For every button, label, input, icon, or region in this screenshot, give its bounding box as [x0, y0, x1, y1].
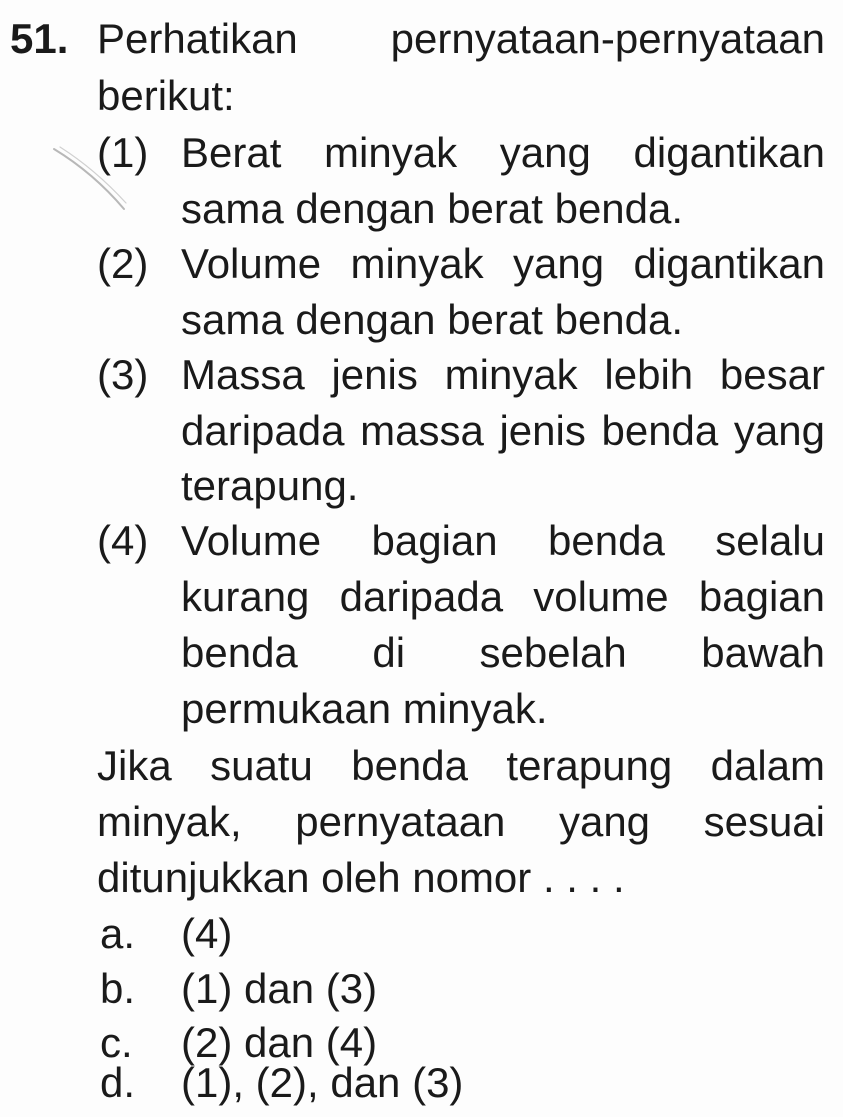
statement-3-line-1: Massa jenis minyak lebih besar [181, 351, 825, 398]
option-d-letter[interactable]: d. [100, 1059, 136, 1106]
statement-4-number: (4) [97, 517, 149, 564]
question-intro-line-2: berikut: [97, 72, 235, 119]
statement-3-line-2: daripada massa jenis benda yang [181, 407, 825, 454]
statement-4-line-3: benda di sebelah bawah [181, 629, 825, 676]
statement-1-line-2: sama dengan berat benda. [181, 185, 684, 232]
statement-1-number: (1) [97, 129, 149, 176]
statement-4-line-4: permukaan minyak. [181, 685, 548, 732]
option-a-letter[interactable]: a. [100, 910, 136, 957]
statement-2-line-1: Volume minyak yang digantikan [181, 240, 825, 287]
question-prompt-line-2: minyak, pernyataan yang sesuai [97, 798, 825, 845]
option-a-text[interactable]: (4) [181, 910, 233, 957]
option-b-letter[interactable]: b. [100, 965, 136, 1012]
option-c-text[interactable]: (2) dan (4) [181, 1019, 378, 1066]
option-c-letter[interactable]: c. [100, 1019, 133, 1066]
question-prompt-line-3: ditunjukkan oleh nomor . . . . [97, 854, 625, 901]
statement-3-line-3: terapung. [181, 462, 359, 509]
statement-4-line-1: Volume bagian benda selalu [181, 517, 825, 564]
option-b-text[interactable]: (1) dan (3) [181, 965, 378, 1012]
statement-4-line-2: kurang daripada volume bagian [181, 573, 825, 620]
statement-1-line-1: Berat minyak yang digantikan [181, 129, 825, 176]
question-number: 51. [10, 15, 69, 62]
question-prompt-line-1: Jika suatu benda terapung dalam [97, 742, 825, 789]
statement-3-number: (3) [97, 351, 149, 398]
statement-2-number: (2) [97, 240, 149, 287]
question-intro-line-1: Perhatikan pernyataan-pernyataan [97, 15, 825, 62]
statement-2-line-2: sama dengan berat benda. [181, 296, 684, 343]
option-d-text[interactable]: (1), (2), dan (3) [181, 1059, 464, 1106]
